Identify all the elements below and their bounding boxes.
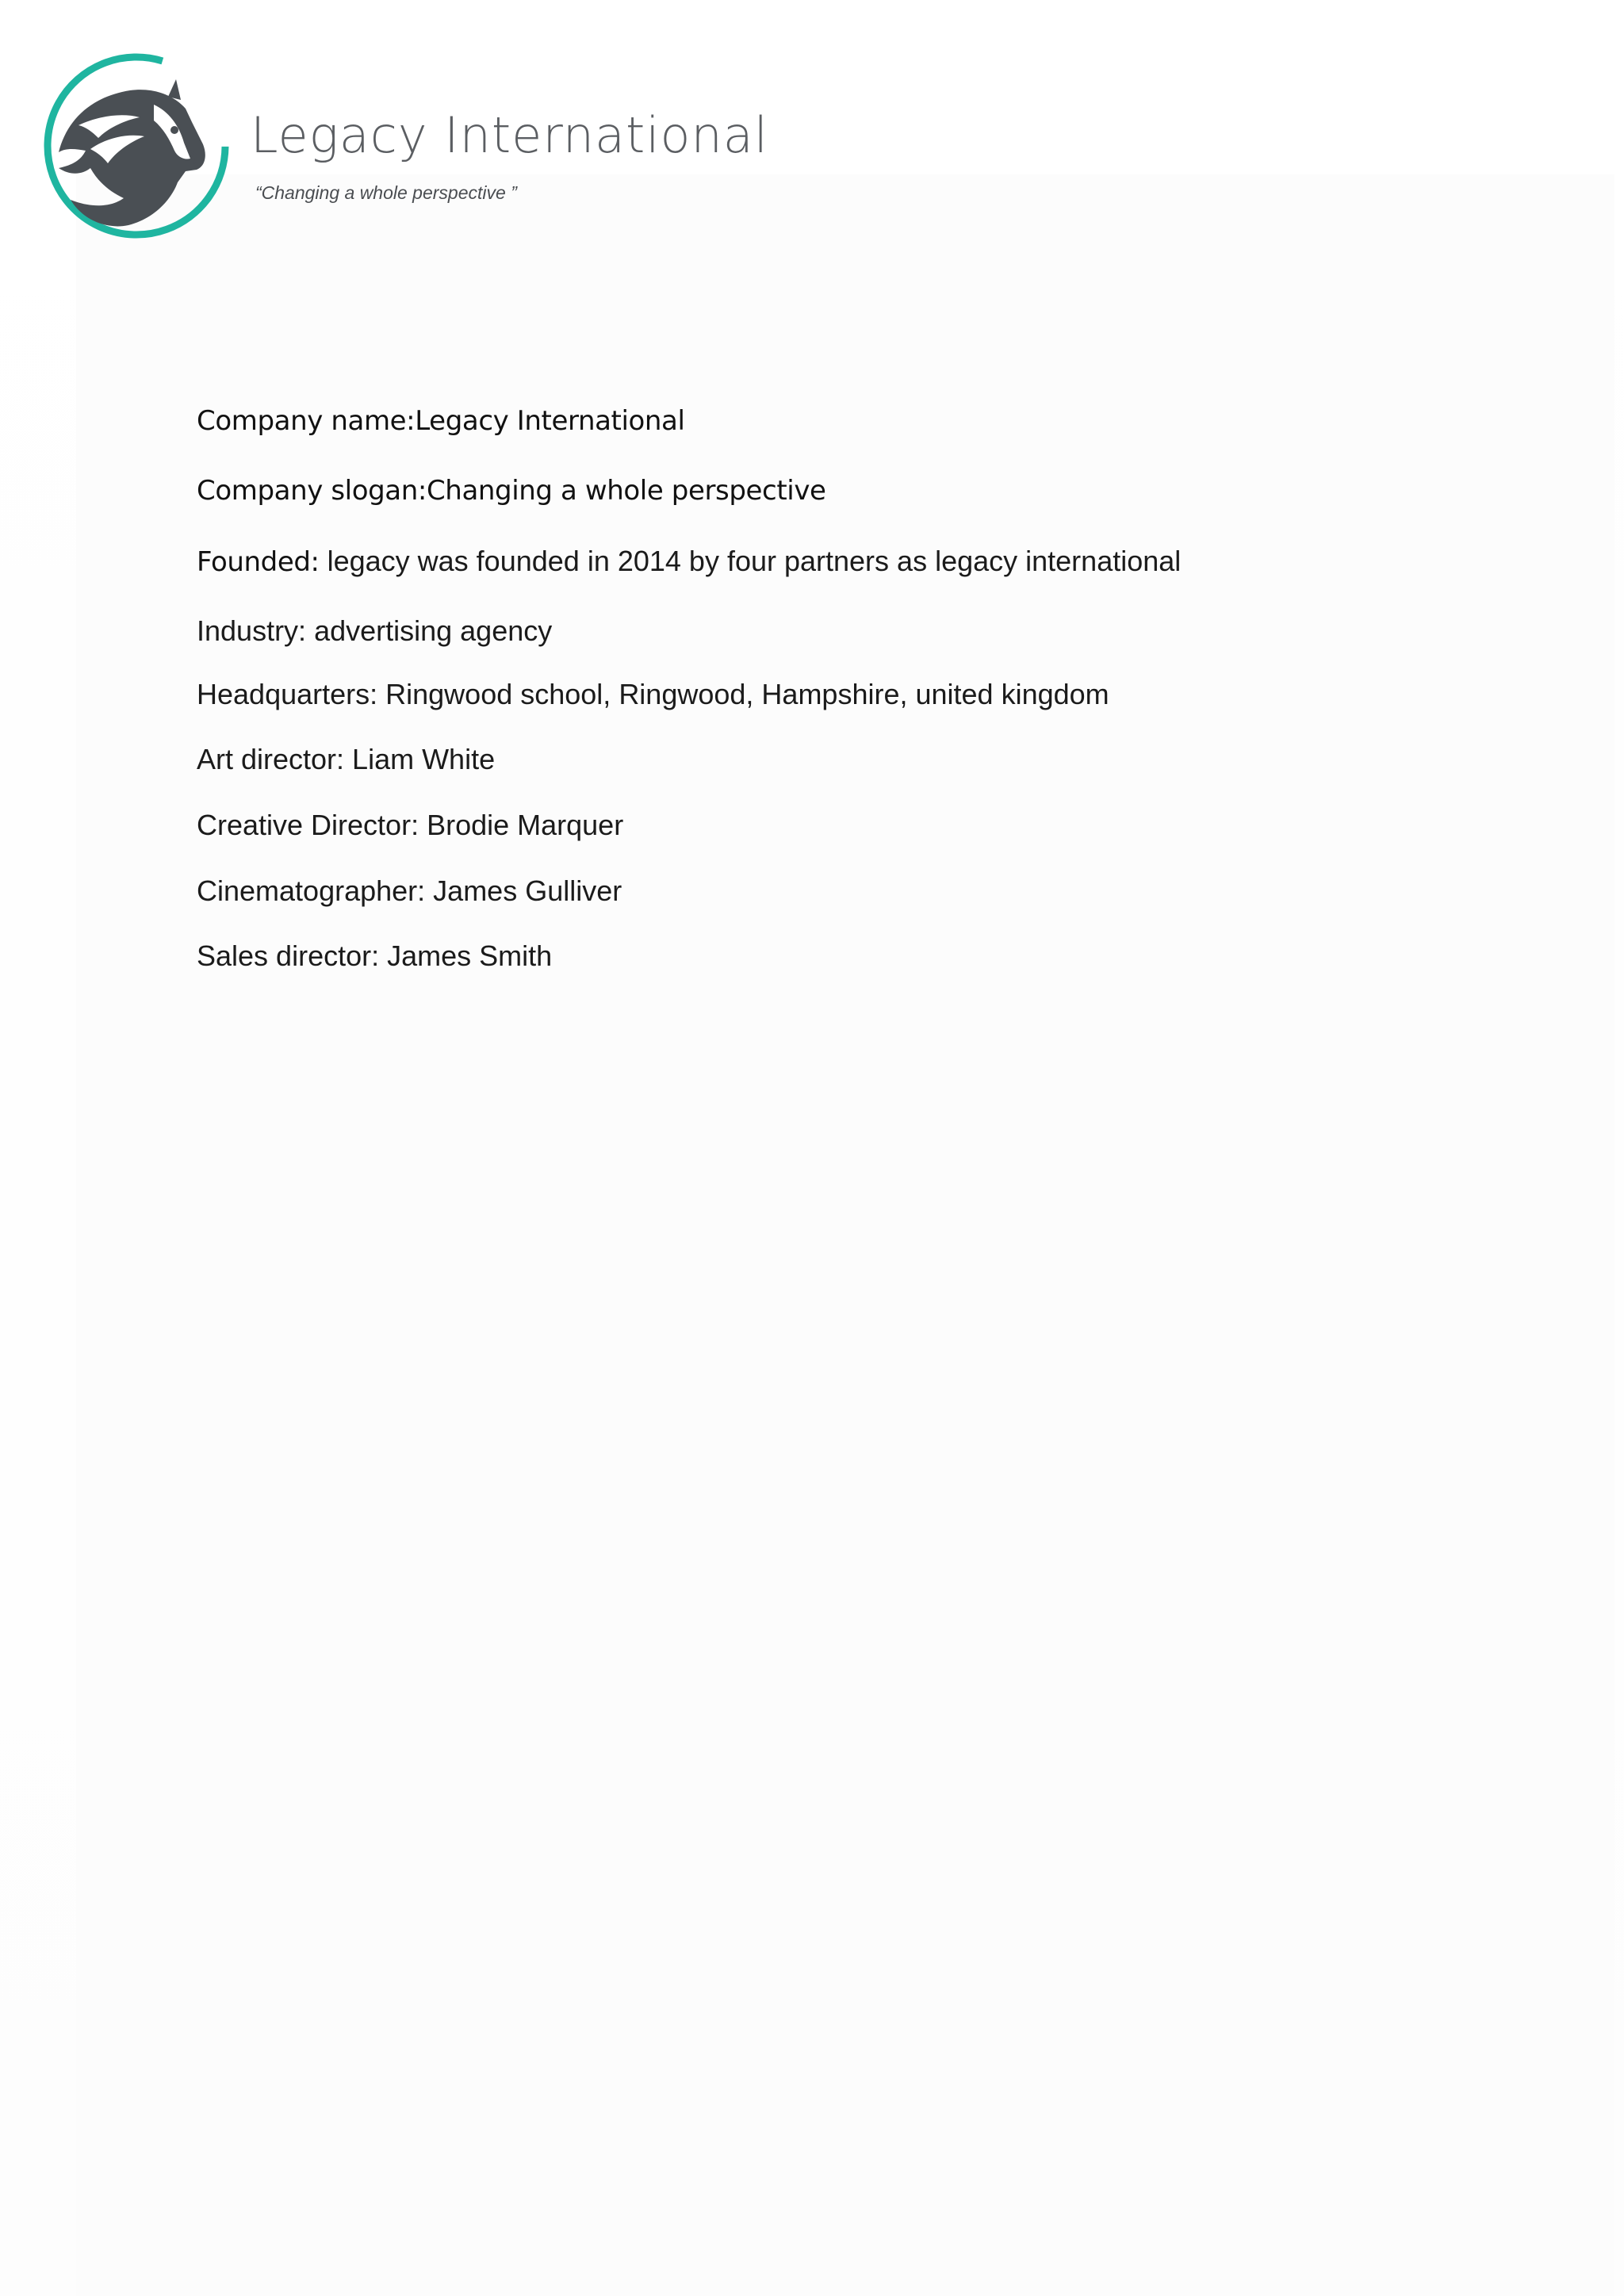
creative-director-value: Brodie Marquer [419, 809, 624, 841]
logo-wordmark: Legacy International [251, 106, 768, 164]
industry-label: Industry: [197, 614, 307, 647]
company-slogan-label: Company slogan: [197, 475, 427, 507]
company-slogan-line [197, 475, 826, 507]
sales-director-label: Sales director: [197, 939, 380, 972]
cinematographer-value: James Gulliver [425, 874, 622, 907]
company-logo [35, 44, 768, 243]
horse-head-icon [35, 49, 233, 247]
founded-label: Founded: [197, 546, 320, 578]
headquarters-label: Headquarters: [197, 678, 378, 710]
industry-line [197, 614, 553, 647]
creative-director-label: Creative Director: [197, 809, 419, 841]
art-director-value: Liam White [344, 743, 496, 775]
founded-value: legacy was founded in 2014 by four partners as legacy international [319, 545, 1182, 577]
sales-director-line [197, 939, 553, 972]
company-slogan-value: Changing a whole perspective [426, 475, 826, 507]
company-name-label: Company name: [197, 405, 416, 437]
art-director-label: Art director: [197, 743, 345, 775]
headquarters-value: Ringwood school, Ringwood, Hampshire, united kingdom [377, 678, 1109, 710]
cinematographer-line [197, 874, 622, 907]
industry-value: advertising agency [306, 614, 553, 647]
company-name-value: Legacy International [415, 405, 685, 437]
headquarters-line [197, 680, 1109, 709]
art-director-line [197, 745, 495, 774]
sales-director-value: James Smith [379, 939, 553, 972]
company-name-line [197, 405, 685, 437]
logo-tagline: “Changing a whole perspective ” [255, 182, 517, 203]
creative-director-line [197, 811, 623, 840]
cinematographer-label: Cinematographer: [197, 874, 426, 907]
founded-line [197, 547, 1181, 576]
